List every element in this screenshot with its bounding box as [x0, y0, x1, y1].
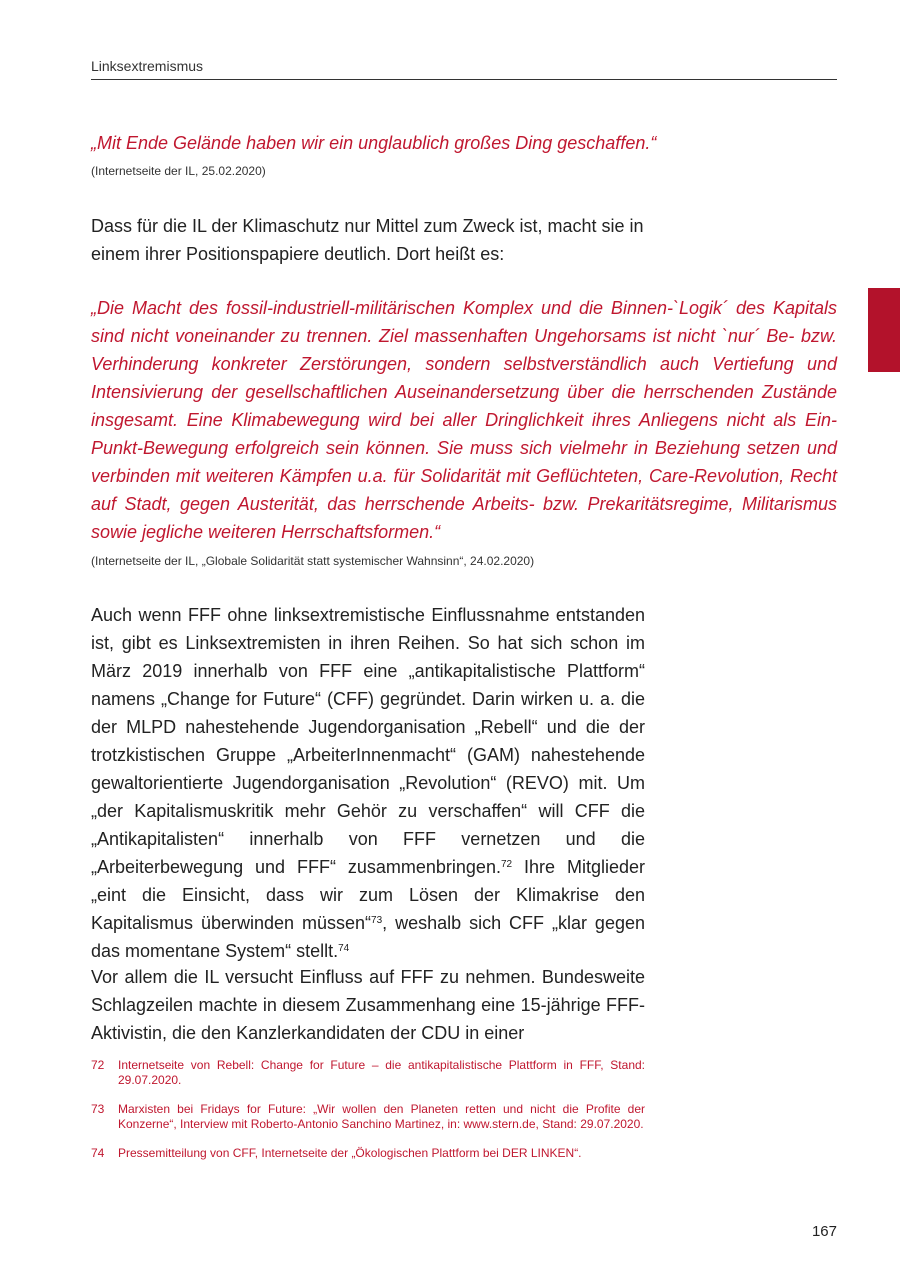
footnote-text: Marxisten bei Fridays for Future: „Wir wollen den Planeten retten und nicht die Profite der Konzerne“, Interview mit Roberto-Antonio Sanchino Martinez, in: www.stern.de, Stand: 29.07.2020. — [118, 1102, 645, 1131]
footnote-text: Internetseite von Rebell: Change for Future – die antikapitalistische Plattform in FFF, Stand: 29.07.2020. — [118, 1058, 645, 1087]
paragraph-change-for-future — [91, 601, 645, 965]
footnote-number: 73 — [91, 1102, 105, 1116]
footnote-number: 72 — [91, 1058, 105, 1072]
footnote-item — [91, 1102, 645, 1132]
page-number: 167 — [811, 1223, 837, 1240]
paragraph-text: Ihre Mitglieder „eint die Einsicht, dass wir zum Lösen der Klimakrise den Kapitalismus überwinden müssen“ — [91, 857, 645, 933]
paragraph-il-influence: Vor allem die IL versucht Einfluss auf FFF zu nehmen. Bundesweite Schlagzeilen machte in diesem Zusammenhang eine 15-jährige FFF-Aktivistin, die den Kanzlerkandidaten der CDU in einer — [91, 967, 645, 1043]
quote-source-2: (Internetseite der IL, „Globale Solidarität statt systemischer Wahnsinn“, 24.02.2020) — [91, 554, 535, 568]
quote-source-1: (Internetseite der IL, 25.02.2020) — [91, 164, 266, 178]
footnote-ref-73[interactable]: 73 — [371, 915, 383, 926]
quote-ende-gelaende: „Mit Ende Gelände haben wir ein unglaublich großes Ding geschaffen.“ — [91, 133, 657, 153]
paragraph-intro: Dass für die IL der Klimaschutz nur Mittel zum Zweck ist, macht sie in einem ihrer Positionspapiere deutlich. Dort heißt es: — [91, 216, 644, 264]
footnote-text: Pressemitteilung von CFF, Internetseite der „Ökologischen Plattform bei DER LINKEN“. — [118, 1146, 582, 1160]
footnote-ref-72[interactable]: 72 — [500, 859, 513, 870]
paragraph-text: , weshalb sich CFF „klar gegen das momentane System“ stellt. — [91, 913, 645, 961]
footnote-number: 74 — [91, 1146, 105, 1160]
paragraph-text: Auch wenn FFF ohne linksextremistische Einflussnahme entstanden ist, gibt es Linksextremisten in ihren Reihen. So hat sich schon im März 2019 innerhalb von FFF eine „antikapitalistische Plattform“ namens „Change for Future“ (CFF) gegründet. Darin wirken u. a. die der MLPD nahestehende Jugendorganisation „Rebell“ und die der trotzkistischen Gruppe „ArbeiterInnenmacht“ (GAM) nahestehende gewaltorientierte Jugendorganisation „Revolution“ (REVO) mit. Um „der Kapitalismuskritik mehr Gehör zu verschaffen“ will CFF die „Antikapitalisten“ innerhalb von FFF vernetzen und die „Arbeiterbewegung und FFF“ zusammenbringen. — [91, 605, 645, 877]
footnotes-list — [91, 1058, 645, 1175]
footnote-item — [91, 1058, 645, 1088]
running-header: Linksextremismus — [91, 58, 837, 80]
footnote-item — [91, 1146, 645, 1161]
chapter-tab-marker — [868, 288, 900, 372]
quote-positionspapier: „Die Macht des fossil-industriell-militärischen Komplex und die Binnen-`Logik´ des Kapitals sind nicht voneinander zu trennen. Ziel massenhaften Ungehorsams ist nicht `nur´ Be- bzw. Verhinderung konkreter Zerstörungen, sondern selbstverständlich auch Vertiefung und Intensivierung der gesellschaftlichen Auseinandersetzung über die herrschenden Zustände insgesamt. Eine Klimabewegung wird bei aller Dringlichkeit ihres Anliegens nicht als Ein-Punkt-Bewegung erfolgreich sein können. Sie muss sich vielmehr in Beziehung setzen und verbinden mit weiteren Kämpfen u.a. für Solidarität mit Geflüchteten, Care-Revolution, Recht auf Stadt, gegen Austerität, das herrschende Arbeits- bzw. Prekaritätsregime, Militarismus sowie jegliche weiteren Herrschaftsformen.“ — [91, 298, 837, 542]
footnote-ref-74[interactable]: 74 — [338, 943, 350, 954]
